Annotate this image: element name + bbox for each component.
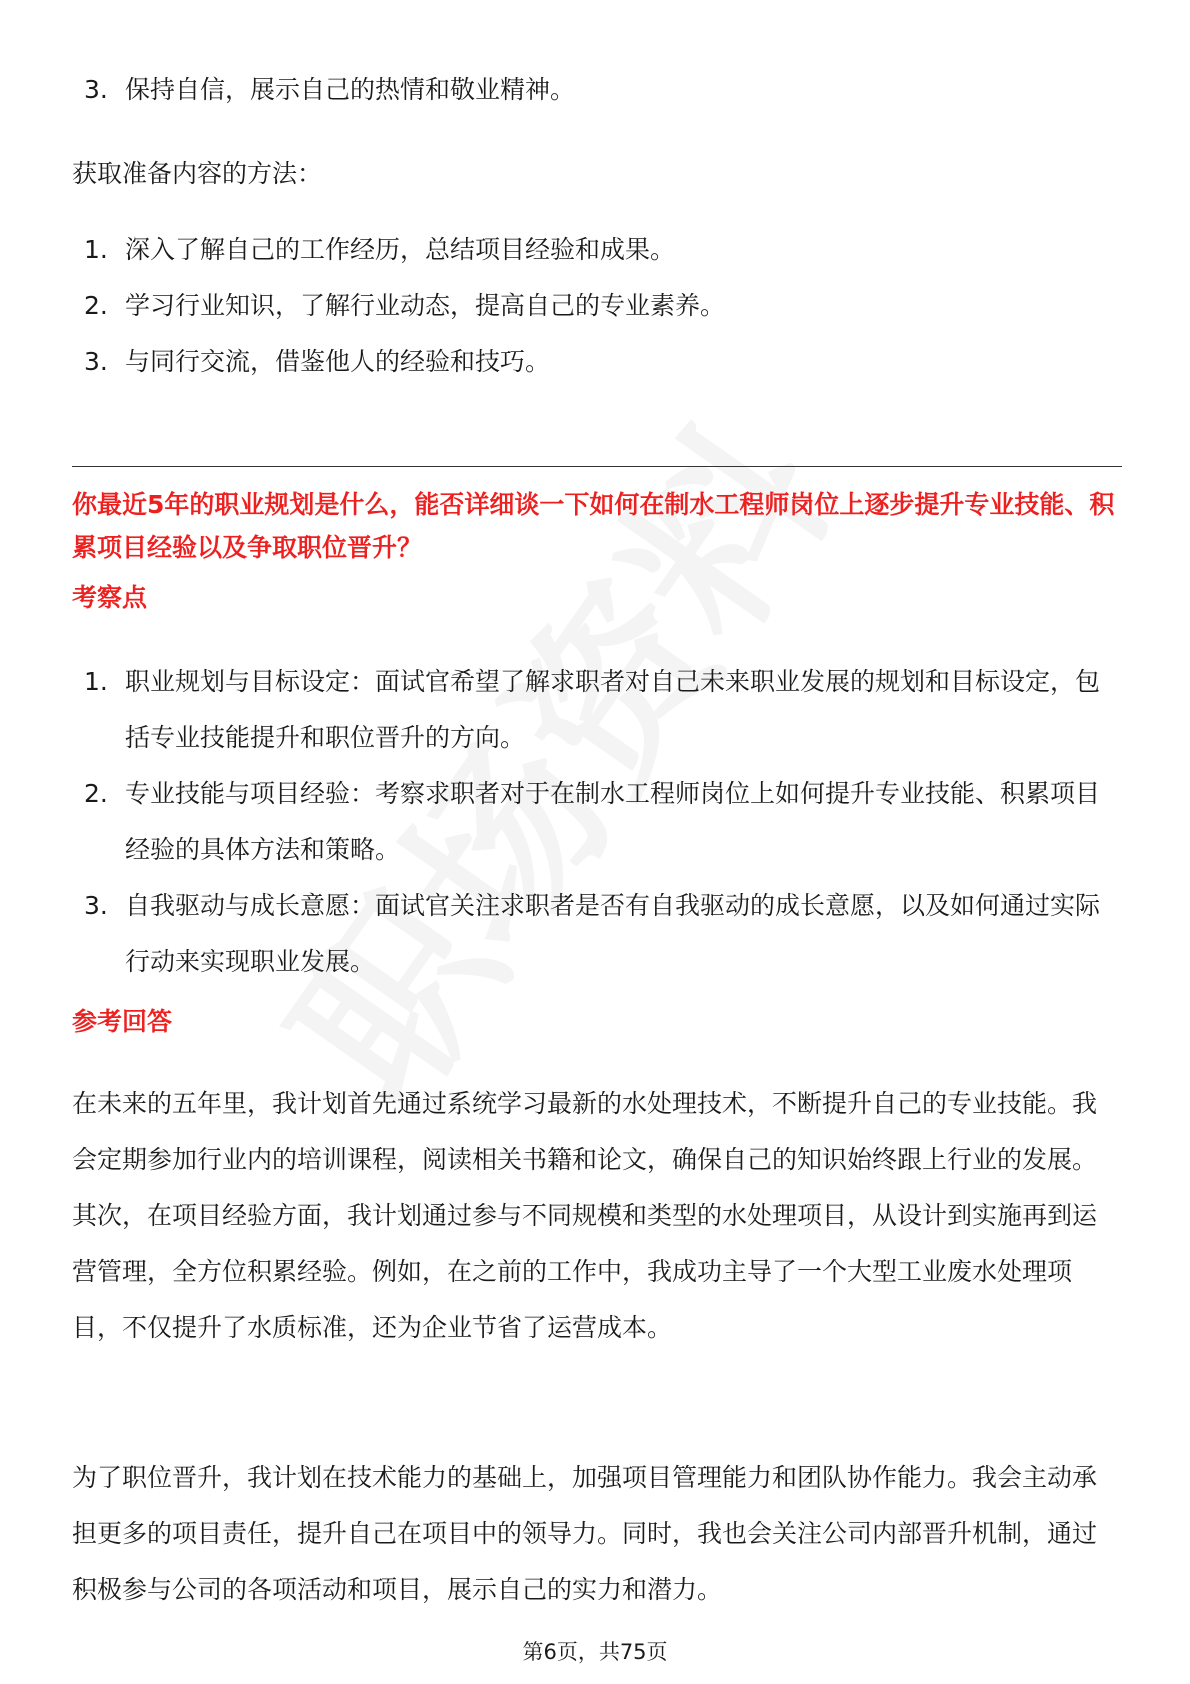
list-text: 保持自信，展示自己的热情和敬业精神。 <box>125 75 576 104</box>
answer-paragraph: 在未来的五年里，我计划首先通过系统学习最新的水处理技术，不断提升自己的专业技能。我会定期参加行业内的培训课程，阅读相关书籍和论文，确保自己的知识始终跟上行业的发展。其次，在项目经验方面，我计划通过参与不同规模和类型的水处理项目，从设计到实施再到运营管理，全方位积累经验。例如，在之前的工作中，我成功主导了一个大型工业废水处理项目，不仅提升了水质标准，还为企业节省了运营成本。 <box>72 1089 1098 1342</box>
list-item <box>80 878 1120 990</box>
list-number: 2. <box>84 779 108 808</box>
list-number: 1. <box>84 235 108 264</box>
answer-paragraph: 为了职位晋升，我计划在技术能力的基础上，加强项目管理能力和团队协作能力。我会主动承担更多的项目责任，提升自己在项目中的领导力。同时，我也会关注公司内部晋升机制，通过积极参与公司的各项活动和项目，展示自己的实力和潜力。 <box>72 1463 1098 1604</box>
list-item <box>80 278 1120 334</box>
list-number: 2. <box>84 291 108 320</box>
list-text: 专业技能与项目经验：考察求职者对于在制水工程师岗位上如何提升专业技能、积累项目经验的具体方法和策略。 <box>125 779 1101 864</box>
list-item <box>80 766 1120 878</box>
list-number: 3. <box>84 347 108 376</box>
list-item <box>80 222 1120 278</box>
exam-points-heading: 考察点 <box>72 583 148 612</box>
section-divider <box>72 466 1122 467</box>
list-number: 1. <box>84 667 108 696</box>
list-text: 自我驱动与成长意愿：面试官关注求职者是否有自我驱动的成长意愿，以及如何通过实际行动来实现职业发展。 <box>125 891 1101 976</box>
list-text: 学习行业知识，了解行业动态，提高自己的专业素养。 <box>125 291 726 320</box>
list-text: 与同行交流，借鉴他人的经验和技巧。 <box>125 347 551 376</box>
method-heading: 获取准备内容的方法： <box>72 159 323 188</box>
list-number: 3. <box>84 75 108 104</box>
list-text: 职业规划与目标设定：面试官希望了解求职者对自己未来职业发展的规划和目标设定，包括专业技能提升和职位晋升的方向。 <box>125 667 1101 752</box>
exam-points-list <box>80 654 1120 990</box>
list-item <box>80 62 1120 118</box>
list-number: 3. <box>84 891 108 920</box>
method-list <box>80 222 1120 390</box>
answer-heading: 参考回答 <box>72 1007 173 1036</box>
list-item <box>80 654 1120 766</box>
intro-list <box>80 62 1120 118</box>
question-title: 你最近5年的职业规划是什么，能否详细谈一下如何在制水工程师岗位上逐步提升专业技能、积累项目经验以及争取职位晋升？ <box>72 490 1115 562</box>
list-text: 深入了解自己的工作经历，总结项目经验和成果。 <box>125 235 676 264</box>
page-footer: 第6页，共75页 <box>522 1640 668 1664</box>
list-item <box>80 334 1120 390</box>
